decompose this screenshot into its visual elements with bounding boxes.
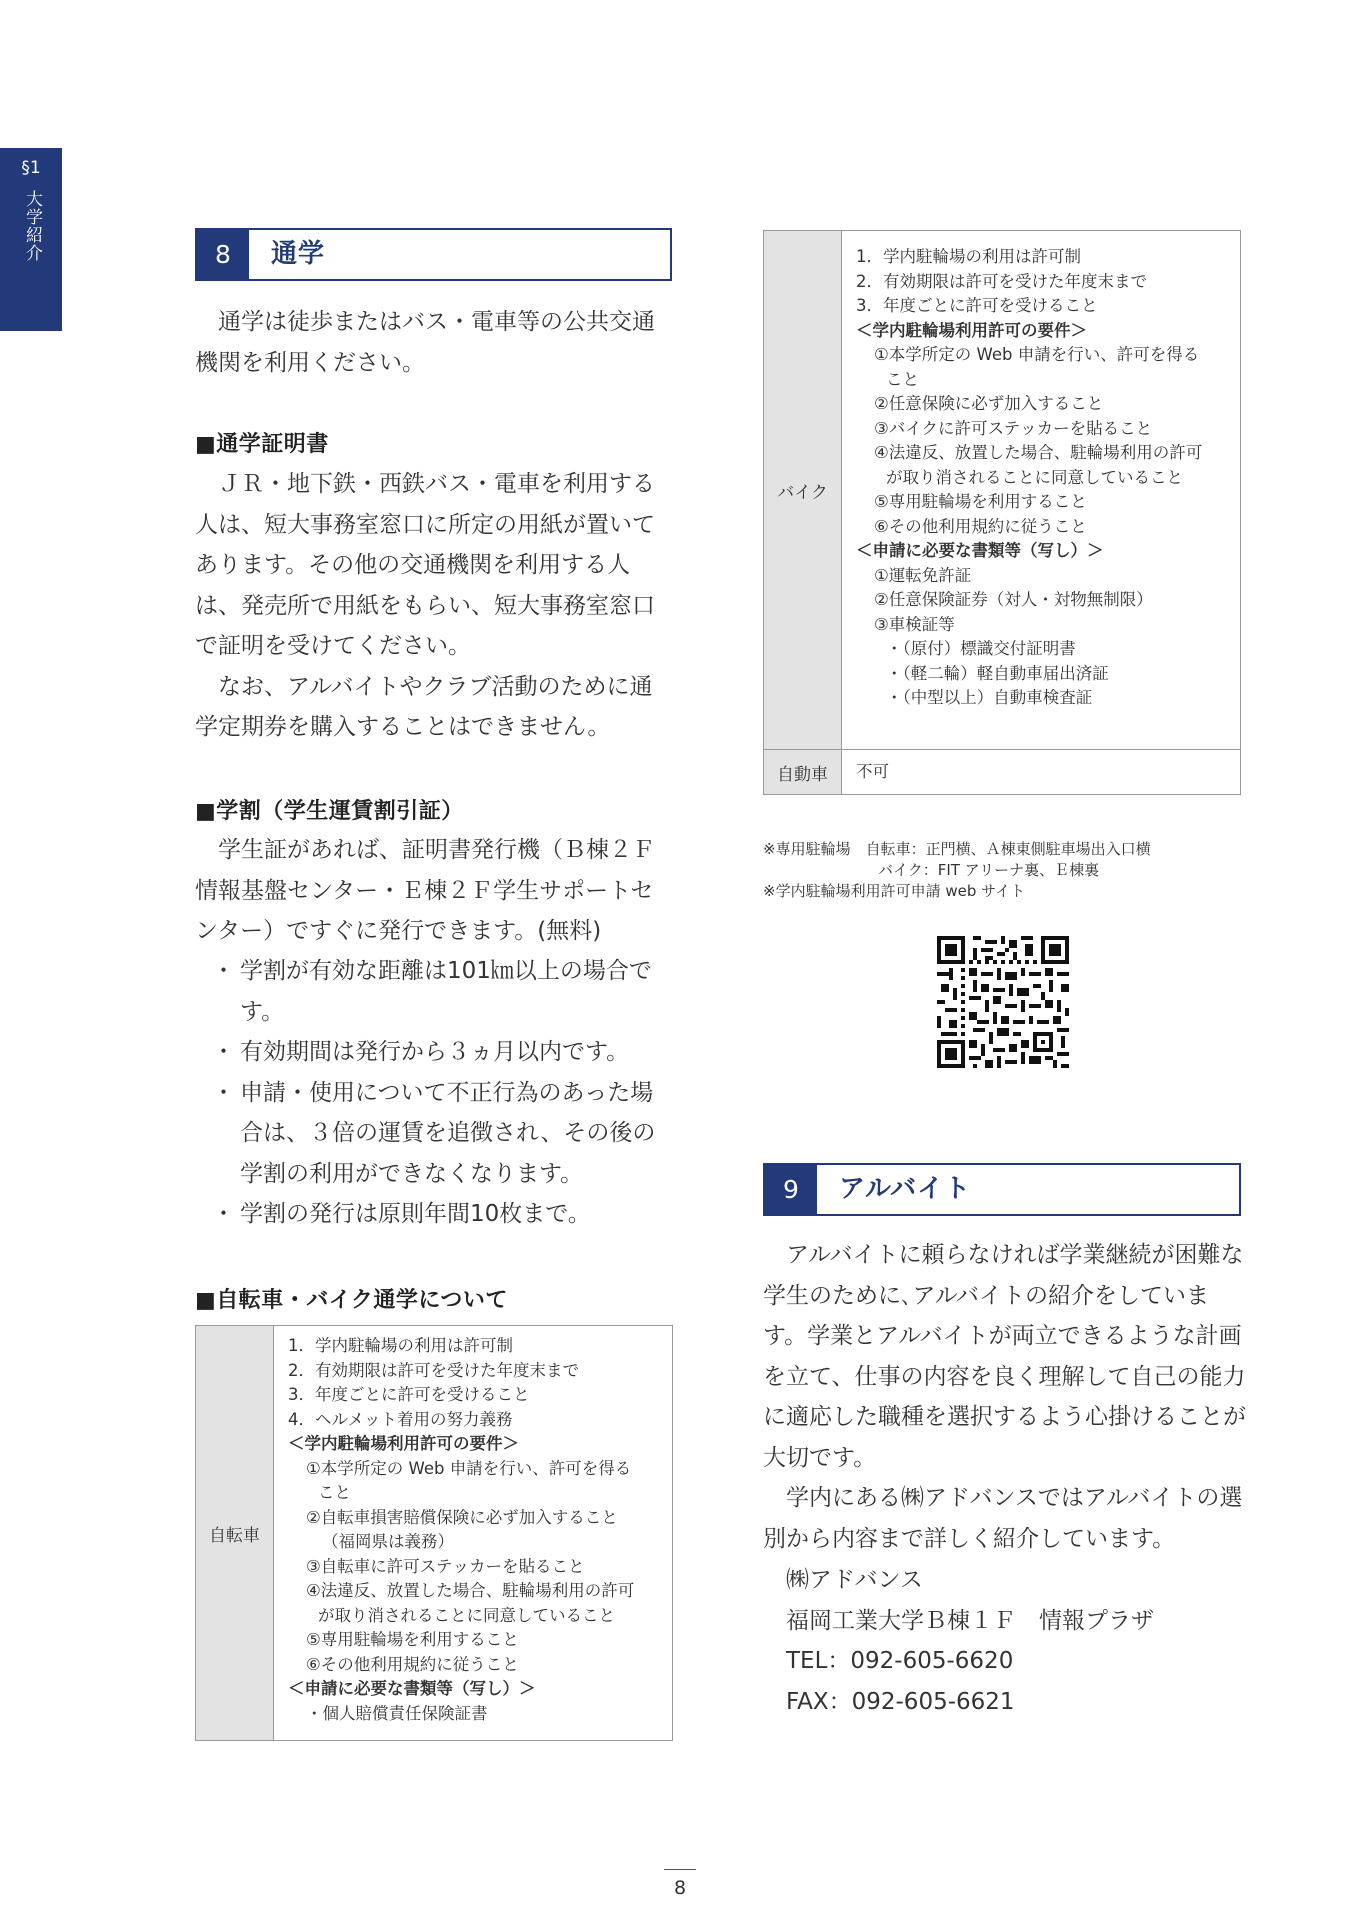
commute-intro-text: 通学は徒歩またはバス・電車等の公共交通機関を利用ください。 bbox=[195, 309, 655, 376]
rule-line: ⑤専用駐輪場を利用すること bbox=[306, 1630, 519, 1649]
fax-number: FAX：092-605-6621 bbox=[786, 1688, 1015, 1715]
part-time-paragraph-1: アルバイトに頼らなければ学業継続が困難な学生のために､アルバイトの紹介をしています。学業とアルバイトが両立できるような計画を立て、仕事の内容を良く理解して自己の能力に適応した職種を選択するよう心掛けることが大切です。 bbox=[763, 1242, 1246, 1471]
rule-line: ④法違反、放置した場合、駐輪場利用の許可 bbox=[874, 443, 1203, 462]
bicycle-rules bbox=[274, 1326, 672, 1740]
rule-line: ・（軽二輪）軽自動車届出済証 bbox=[886, 663, 1109, 683]
bicycle-rules-table bbox=[195, 1325, 673, 1741]
list-item: ・ 申請・使用について不正行為のあった場合は、３倍の運賃を追徴され、その後の学割の利用ができなくなります。 bbox=[218, 1073, 675, 1195]
rule-line: ・個人賠償責任保険証書 bbox=[306, 1703, 488, 1723]
section-name-label: 大学紹介 bbox=[22, 190, 42, 262]
rule-line: 3．年度ごとに許可を受けること bbox=[288, 1385, 530, 1404]
car-value: 不可 bbox=[856, 761, 889, 781]
contact-info bbox=[786, 1560, 1246, 1722]
rule-line: ⑤専用駐輪場を利用すること bbox=[874, 492, 1087, 511]
rule-line: ①本学所定の Web 申請を行い、許可を得る bbox=[874, 345, 1200, 364]
commute-cert-body bbox=[195, 464, 675, 748]
student-discount-paragraph: 学生証があれば、証明書発行機（Ｂ棟２Ｆ情報基盤センター・Ｅ棟２Ｆ学生サポートセンター）ですぐに発行できます。(無料) bbox=[195, 837, 655, 944]
motorbike-header: バイク bbox=[764, 231, 842, 749]
rule-line: ②任意保険証券（対人・対物無制限） bbox=[874, 590, 1153, 609]
rule-line: 4．ヘルメット着用の努力義務 bbox=[288, 1409, 513, 1429]
bicycle-header: 自転車 bbox=[196, 1326, 274, 1740]
rule-line: ④法違反、放置した場合、駐輪場利用の許可 bbox=[306, 1581, 635, 1600]
section-9-number: 9 bbox=[765, 1165, 817, 1214]
rule-line: ②自転車損害賠償保険に必ず加入すること bbox=[306, 1507, 618, 1527]
motorbike-row bbox=[764, 231, 1240, 749]
rule-line: ③自転車に許可ステッカーを貼ること bbox=[306, 1556, 585, 1576]
parking-note-3: ※学内駐輪場利用許可申請 web サイト bbox=[763, 882, 1026, 900]
parking-note-2: バイク：FIT アリーナ裏、Ｅ棟裏 bbox=[878, 861, 1100, 879]
rule-line: ②任意保険に必ず加入すること bbox=[874, 394, 1104, 413]
qr-code[interactable] bbox=[937, 936, 1069, 1068]
rule-line: ⑥その他利用規約に従うこと bbox=[874, 516, 1087, 536]
rule-line: ①運転免許証 bbox=[874, 565, 972, 585]
rule-line: 2．有効期限は許可を受けた年度末まで bbox=[856, 271, 1147, 291]
footer-divider bbox=[664, 1869, 696, 1870]
student-discount-body bbox=[195, 830, 675, 952]
section-9-title: アルバイト bbox=[839, 1174, 972, 1204]
rule-line: 2．有効期限は許可を受けた年度末まで bbox=[288, 1360, 579, 1380]
page-number: 8 bbox=[673, 1877, 687, 1899]
list-item: ・ 有効期間は発行から３ヵ月以内です。 bbox=[218, 1032, 675, 1073]
student-discount-heading: ■学割（学生運賃割引証） bbox=[195, 799, 464, 824]
section-side-tab bbox=[0, 148, 62, 331]
section-8-number: 8 bbox=[197, 230, 249, 279]
rule-line: （福岡県は義務） bbox=[322, 1532, 454, 1551]
office-location: 福岡工業大学Ｂ棟１Ｆ 情報プラザ bbox=[786, 1607, 1154, 1634]
rule-line: 3．年度ごとに許可を受けること bbox=[856, 296, 1098, 315]
rule-line: が取り消されることに同意していること bbox=[886, 467, 1183, 487]
phone-number: TEL：092-605-6620 bbox=[786, 1648, 1014, 1674]
rule-line: 1．学内駐輪場の利用は許可制 bbox=[856, 247, 1081, 266]
list-item: ・ 学割の発行は原則年間10枚まで。 bbox=[218, 1194, 675, 1235]
part-time-body bbox=[763, 1235, 1248, 1559]
rule-subheading: ＜学内駐輪場利用許可の要件＞ bbox=[856, 320, 1087, 340]
rule-line: こと bbox=[886, 369, 919, 389]
rule-subheading: ＜学内駐輪場利用許可の要件＞ bbox=[288, 1434, 519, 1453]
rule-line: 1．学内駐輪場の利用は許可制 bbox=[288, 1336, 513, 1355]
part-time-paragraph-2: 学内にある㈱アドバンスではアルバイトの選別から内容まで詳しく紹介しています。 bbox=[763, 1485, 1243, 1552]
rule-subheading: ＜申請に必要な書類等（写し）＞ bbox=[288, 1679, 536, 1698]
rule-line: ⑥その他利用規約に従うこと bbox=[306, 1654, 519, 1674]
commute-cert-paragraph-2: なお、アルバイトやクラブ活動のために通学定期券を購入することはできません。 bbox=[195, 673, 653, 740]
section-9-heading bbox=[763, 1163, 1241, 1216]
motorbike-rules bbox=[842, 231, 1240, 749]
motorbike-car-table bbox=[763, 230, 1241, 795]
section-8-title: 通学 bbox=[271, 239, 326, 269]
rule-subheading: ＜申請に必要な書類等（写し）＞ bbox=[856, 541, 1104, 560]
bike-commute-heading: ■自転車・バイク通学について bbox=[195, 1288, 508, 1313]
car-row bbox=[764, 749, 1240, 794]
section-8-heading bbox=[195, 228, 672, 281]
list-item: ・ 学割が有効な距離は101㎞以上の場合です。 bbox=[218, 951, 675, 1032]
commute-cert-paragraph-1: ＪＲ・地下鉄・西鉄バス・電車を利用する人は、短大事務室窓口に所定の用紙が置いてあります。その他の交通機関を利用する人は、発売所で用紙をもらい、短大事務室窓口で証明を受けてください。 bbox=[195, 471, 655, 659]
commute-cert-heading: ■通学証明書 bbox=[195, 432, 329, 457]
rule-line: ③バイクに許可ステッカーを貼ること bbox=[874, 418, 1153, 438]
rule-line: ③車検証等 bbox=[874, 614, 955, 634]
commute-intro bbox=[195, 302, 675, 383]
rule-line: こと bbox=[318, 1483, 351, 1502]
rule-line: が取り消されることに同意していること bbox=[318, 1605, 615, 1625]
bicycle-row bbox=[196, 1326, 672, 1740]
parking-note-1: ※専用駐輪場 自転車：正門横、Ａ棟東側駐車場出入口横 bbox=[763, 840, 1151, 858]
company-name: ㈱アドバンス bbox=[786, 1567, 923, 1593]
rule-line: ①本学所定の Web 申請を行い、許可を得る bbox=[306, 1458, 632, 1478]
rule-line: ・（原付）標識交付証明書 bbox=[886, 639, 1076, 658]
rule-line: ・（中型以上）自動車検査証 bbox=[886, 688, 1093, 707]
section-number-label: §1 bbox=[21, 158, 41, 178]
car-header: 自動車 bbox=[764, 750, 842, 794]
student-discount-bullets bbox=[218, 951, 675, 1235]
